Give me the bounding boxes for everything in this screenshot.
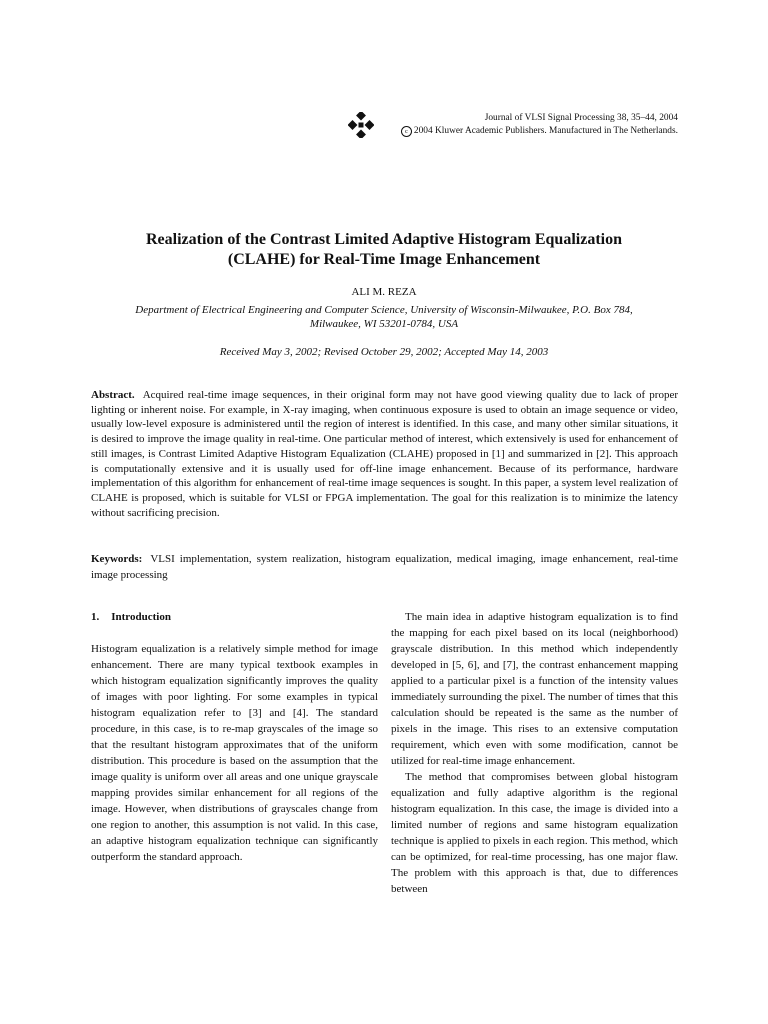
section-heading-introduction [91, 609, 378, 625]
affiliation-line-1: Department of Electrical Engineering and Computer Science, University of Wisconsin-Milwaukee, P.O. Box 784, [135, 304, 633, 316]
copyright-text: 2004 Kluwer Academic Publishers. Manufactured in The Netherlands. [413, 126, 678, 136]
title-line-1: Realization of the Contrast Limited Adaptive Histogram Equalization [146, 231, 622, 248]
journal-header [348, 112, 678, 142]
copyright-icon: c [401, 126, 412, 137]
author-affiliation [60, 303, 708, 331]
keywords-text: VLSI implementation, system realization, histogram equalization, medical imaging, image enhancement, real-time image processing [91, 553, 678, 581]
journal-info [401, 112, 678, 138]
section-number: 1. [91, 611, 100, 623]
publisher-logo-icon [348, 112, 374, 138]
abstract-label: Abstract. [91, 389, 135, 401]
copyright-line [401, 125, 678, 138]
keywords [91, 551, 678, 583]
author-name: ALI M. REZA [351, 286, 417, 298]
left-column [91, 609, 378, 865]
title-line-2: (CLAHE) for Real-Time Image Enhancement [227, 251, 541, 268]
section-title: Introduction [111, 611, 171, 623]
abstract [91, 388, 678, 520]
right-column [391, 609, 678, 897]
affiliation-line-2: Milwaukee, WI 53201-0784, USA [309, 318, 459, 330]
intro-paragraph-1: Histogram equalization is a relatively simple method for image enhancement. There are many typical textbook examples in which histogram equalization significantly improves the quality of images with poor lighting. For some examples in typical histogram equalization refer to [3] and [4]. The standard procedure, in this case, is to re-map grayscales of the image so that the resultant histogram approximates that of the uniform distribution. This procedure is based on the assumption that the image quality is uniform over all areas and one unique grayscale mapping provides similar enhancement for all regions of the image. However, when distributions of grayscales change from one region to another, this assumption is not valid. In this case, an adaptive histogram equalization technique can significantly outperform the standard approach. [91, 643, 378, 863]
intro-paragraph-2: The main idea in adaptive histogram equalization is to find the mapping for each pixel based on its local (neighborhood) grayscale distribution. In this method which independently developed in [5, 6], and [7], the contrast enhancement mapping applied to a particular pixel is a function of the intensity values immediately surrounding the pixel. The number of times that this calculation should be repeated is the same as the number of pixels in the image. This rises to an extensive computation requirement, which even with some modification, cannot be utilized for real-time image enhancement. [391, 611, 678, 767]
abstract-text: Acquired real-time image sequences, in their original form may not have good viewing quality due to lack of proper lighting or inherent noise. For example, in X-ray imaging, when continuous exposure is used to obtain an image sequence or video, usually low-level exposure is administered until the region of interest is identified. In this case, and many other similar situations, it is desired to improve the image quality in real-time. One particular method of interest, which extensively is used for enhancement of still images, is Contrast Limited Adaptive Histogram Equalization (CLAHE) proposed in [1] and summarized in [2]. This approach is computationally extensive and it is usually used for off-line image enhancement. Because of its performance, hardware implementation of this algorithm for enhancement of real-time image sequences is sought. In this paper, a system level realization of CLAHE is proposed, which is suitable for VLSI or FPGA implementation. The goal for this realization is to minimize the latency without sacrificing precision. [91, 389, 678, 519]
paper-title [40, 230, 728, 270]
intro-paragraph-3: The method that compromises between global histogram equalization and fully adaptive algorithm is the regional histogram equalization. In this case, the image is divided into a limited number of regions and same histogram equalization technique is applied to pixels in each region. This method, which can be optimized, for real-time processing, has one major flaw. The problem with this approach is that, due to differences between [391, 771, 678, 895]
submission-dates: Received May 3, 2002; Revised October 29, 2002; Accepted May 14, 2003 [219, 346, 549, 358]
keywords-label: Keywords: [91, 553, 143, 565]
journal-citation: Journal of VLSI Signal Processing 38, 35–44, 2004 [484, 113, 678, 123]
